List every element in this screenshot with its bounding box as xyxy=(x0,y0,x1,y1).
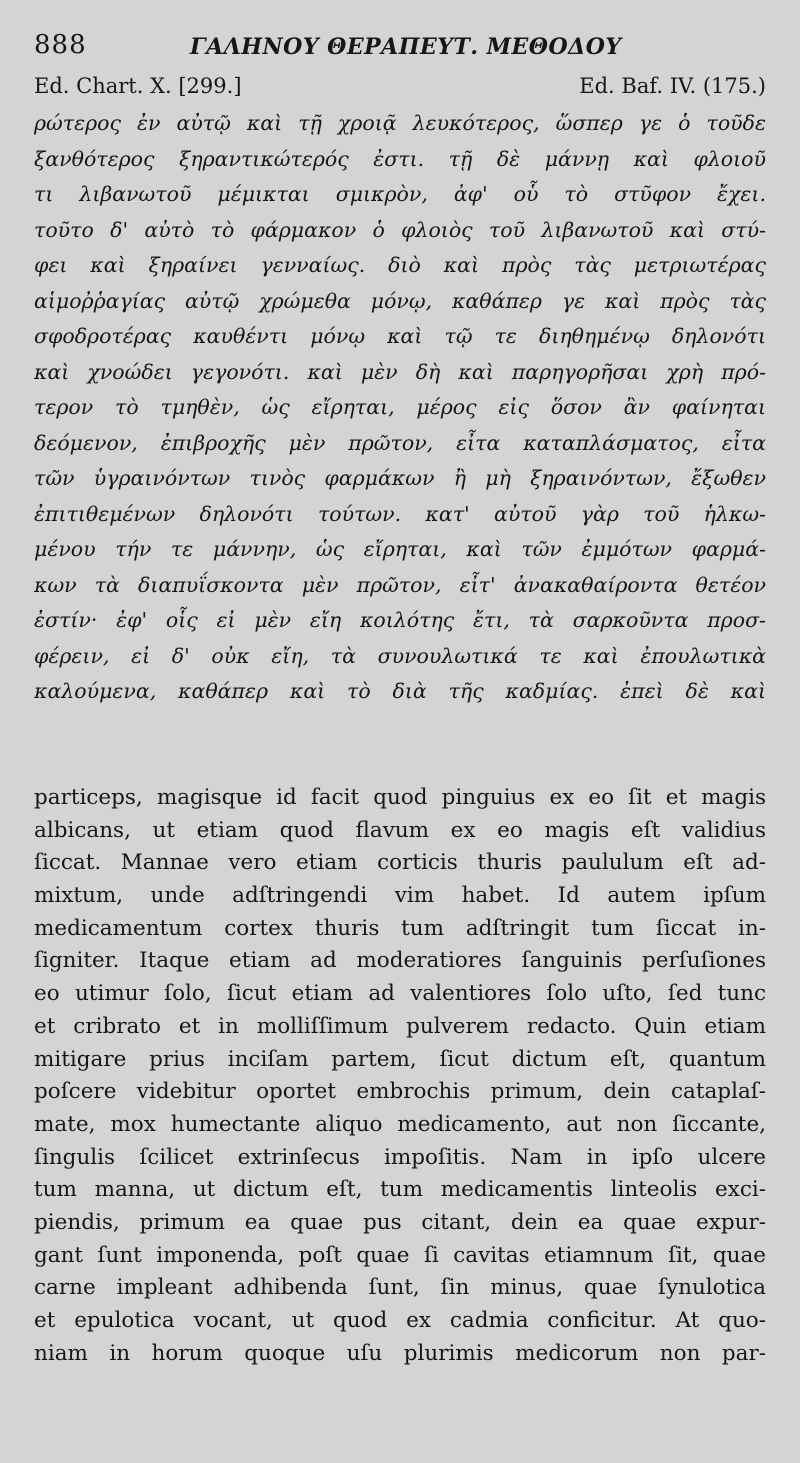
greek-text-line: φέρειν, εἰ δ' οὐκ εἴη, τὰ συνουλωτικά τε καὶ ἐπουλωτικὰ xyxy=(34,643,766,668)
greek-text-line: ἐστίν· ἐφ' οἷς εἰ μὲν εἴη κοιλότης ἔτι, τὰ σαρκοῦντα προσ- xyxy=(34,608,766,632)
latin-text-block xyxy=(34,782,766,1370)
latin-text-line: poſcere videbitur oportet embrochis primum, dein cataplaſ- xyxy=(34,1079,766,1105)
latin-text-line: mitigare prius inciſam partem, ſicut dictum eſt, quantum xyxy=(34,1046,766,1072)
greek-text-line: ἐπιτιθεμένων δηλονότι τούτων. κατ' αὐτοῦ γὰρ τοῦ ἡλκω- xyxy=(34,501,766,526)
page-number: 888 xyxy=(34,30,87,60)
latin-text-line: mate, mox humectante aliquo medicamento, aut non ſiccante, xyxy=(34,1111,766,1137)
running-head xyxy=(34,30,766,74)
greek-text-line: ξανθότερος ξηραντικώτερός ἐστι. τῇ δὲ μάννῃ καὶ φλοιοῦ xyxy=(34,146,766,171)
latin-text-line: tum manna, ut dictum eſt, tum medicamentis linteolis exci- xyxy=(34,1177,766,1203)
greek-text-line: αἱμοῤῥαγίας αὐτῷ χρώμεθα μόνῳ, καθάπερ γε καὶ πρὸς τὰς xyxy=(34,288,766,313)
latin-text-line: ſigniter. Itaque etiam ad moderatiores ſanguinis perſuſiones xyxy=(34,948,766,974)
greek-text-line: δεόμενον, ἐπιβροχῆς μὲν πρῶτον, εἶτα καταπλάσματος, εἶτα xyxy=(34,430,766,455)
latin-text-line: particeps, magisque id facit quod pinguius ex eo ſit et magis xyxy=(34,785,766,810)
greek-text-line: καλούμενα, καθάπερ καὶ τὸ διὰ τῆς καδμίας. ἐπεὶ δὲ καὶ xyxy=(34,679,766,703)
greek-text-line: ρώτερος ἐν αὐτῷ καὶ τῇ χροιᾷ λευκότερος, ὥσπερ γε ὁ τοῦδε xyxy=(34,111,766,135)
greek-text-line: κων τὰ διαπυΐσκοντα μὲν πρῶτον, εἶτ' ἀνακαθαίροντα θετέον xyxy=(34,572,766,597)
edition-references xyxy=(34,74,766,104)
edition-reference-chart: Ed. Chart. X. [299.] xyxy=(34,74,242,98)
latin-text-line: carne impleant adhibenda ſunt, ſin minus, quae ſynulotica xyxy=(34,1275,766,1301)
edition-reference-basel: Ed. Baf. IV. (175.) xyxy=(579,74,766,98)
greek-text-block xyxy=(34,106,766,710)
greek-text-line: σφοδροτέρας καυθέντι μόνῳ καὶ τῷ τε διηθημένῳ δηλονότι xyxy=(34,324,766,348)
latin-text-line: ſingulis ſcilicet extrinſecus impoſitis. Nam in ipſo ulcere xyxy=(34,1144,766,1170)
latin-text-line: mixtum, unde adſtringendi vim habet. Id autem ipſum xyxy=(34,883,766,909)
latin-text-line: albicans, ut etiam quod flavum ex eo magis eſt validius xyxy=(34,817,766,843)
running-title: ΓΑΛΗΝΟΥ ΘΕΡΑΠΕΥΤ. ΜΕΘΟΔΟΥ xyxy=(190,34,622,60)
greek-text-line: τερον τὸ τμηθὲν, ὡς εἴρηται, μέρος εἰς ὅσον ἂν φαίνηται xyxy=(34,395,766,419)
greek-text-line: τοῦτο δ' αὐτὸ τὸ φάρμακον ὁ φλοιὸς τοῦ λιβανωτοῦ καὶ στύ- xyxy=(34,217,766,242)
greek-text-line: μένου τήν τε μάννην, ὡς εἴρηται, καὶ τῶν ἐμμότων φαρμά- xyxy=(34,537,766,561)
latin-text-line: piendis, primum ea quae pus citant, dein ea quae expur- xyxy=(34,1209,766,1235)
greek-text-line: τι λιβανωτοῦ μέμικται σμικρὸν, ἀφ' οὗ τὸ στῦφον ἔχει. xyxy=(34,182,766,206)
greek-text-line: καὶ χνοώδει γεγονότι. καὶ μὲν δὴ καὶ παρηγορῆσαι χρὴ πρό- xyxy=(34,359,766,384)
latin-text-line: medicamentum cortex thuris tum adſtringit tum ſiccat in- xyxy=(34,915,766,941)
latin-text-line: eo utimur ſolo, ſicut etiam ad valentiores ſolo uſto, ſed tunc xyxy=(34,981,766,1007)
latin-text-line: et epulotica vocant, ut quod ex cadmia conficitur. At quo- xyxy=(34,1308,766,1333)
greek-text-line: φει καὶ ξηραίνει γενναίως. διὸ καὶ πρὸς τὰς μετριωτέρας xyxy=(34,253,766,277)
greek-text-line: τῶν ὑγραινόντων τινὸς φαρμάκων ἢ μὴ ξηραινόντων, ἔξωθεν xyxy=(34,466,766,490)
latin-text-line: ſiccat. Mannae vero etiam corticis thuris paululum eſt ad- xyxy=(34,850,766,876)
latin-text-line: niam in horum quoque uſu plurimis medicorum non par- xyxy=(34,1340,766,1366)
latin-text-line: et cribrato et in molliſſimum pulverem redacto. Quin etiam xyxy=(34,1013,766,1039)
latin-text-line: gant ſunt imponenda, poſt quae ſi cavitas etiamnum ſit, quae xyxy=(34,1242,766,1268)
